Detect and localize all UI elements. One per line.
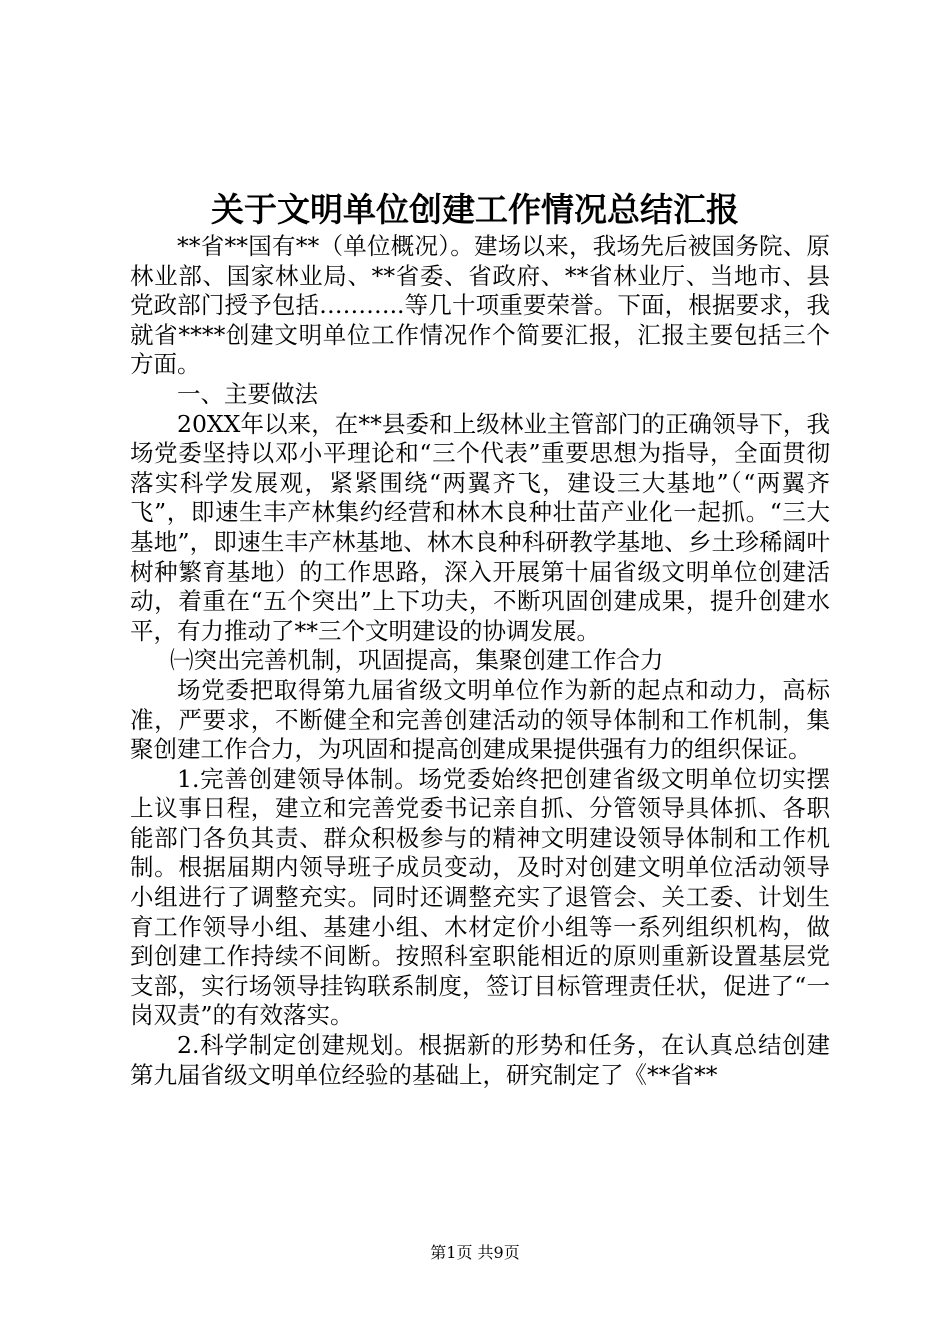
paragraph-item-2: 2.科学制定创建规划。根据新的形势和任务，在认真总结创建第九届省级文明单位经验的基础上，研究制定了《**省** — [130, 1031, 830, 1089]
paragraph-intro: **省**国有**（单位概况）。建场以来，我场先后被国务院、原林业部、国家林业局、**省委、省政府、**省林业厅、当地市、县党政部门授予包括………..等几十项重要荣誉。下面，根据要求，我就省****创建文明单位工作情况作个简要汇报，汇报主要包括三个方面。 — [130, 232, 830, 379]
paragraph-main-practice: 20XX年以来，在**县委和上级林业主管部门的正确领导下，我场党委坚持以邓小平理论和“三个代表”重要思想为指导，全面贯彻落实科学发展观，紧紧围绕“两翼齐飞，建设三大基地”（“两翼齐飞”，即速生丰产林集约经营和林木良种壮苗产业化一起抓。“三大基地”，即速生丰产林基地、林木良种科研教学基地、乡土珍稀阔叶树种繁育基地）的工作思路，深入开展第十届省级文明单位创建活动，着重在“五个突出”上下功夫，不断巩固创建成果，提升创建水平，有力推动了**三个文明建设的协调发展。 — [130, 409, 830, 645]
section-heading-1: 一、主要做法 — [177, 379, 318, 408]
paragraph-item-1: 1.完善创建领导体制。场党委始终把创建省级文明单位切实摆上议事日程，建立和完善党委书记亲自抓、分管领导具体抓、各职能部门各负其责、群众积极参与的精神文明建设领导体制和工作机制。根据届期内领导班子成员变动，及时对创建文明单位活动领导小组进行了调整充实。同时还调整充实了退管会、关工委、计划生育工作领导小组、基建小组、木材定价小组等一系列组织机构，做到创建工作持续不间断。按照科室职能相近的原则重新设置基层党支部，实行场领导挂钩联系制度，签订目标管理责任状，促进了“一岗双责”的有效落实。 — [130, 764, 830, 1030]
page-number-footer: 第1页 共9页 — [430, 1243, 520, 1262]
subsection-heading-1: ㈠突出完善机制，巩固提高，集聚创建工作合力 — [170, 646, 664, 675]
paragraph-subsection-1: 场党委把取得第九届省级文明单位作为新的起点和动力，高标准，严要求，不断健全和完善创建活动的领导体制和工作机制，集聚创建工作合力，为巩固和提高创建成果提供强有力的组织保证。 — [130, 675, 830, 764]
document-title: 关于文明单位创建工作情况总结汇报 — [211, 190, 739, 229]
